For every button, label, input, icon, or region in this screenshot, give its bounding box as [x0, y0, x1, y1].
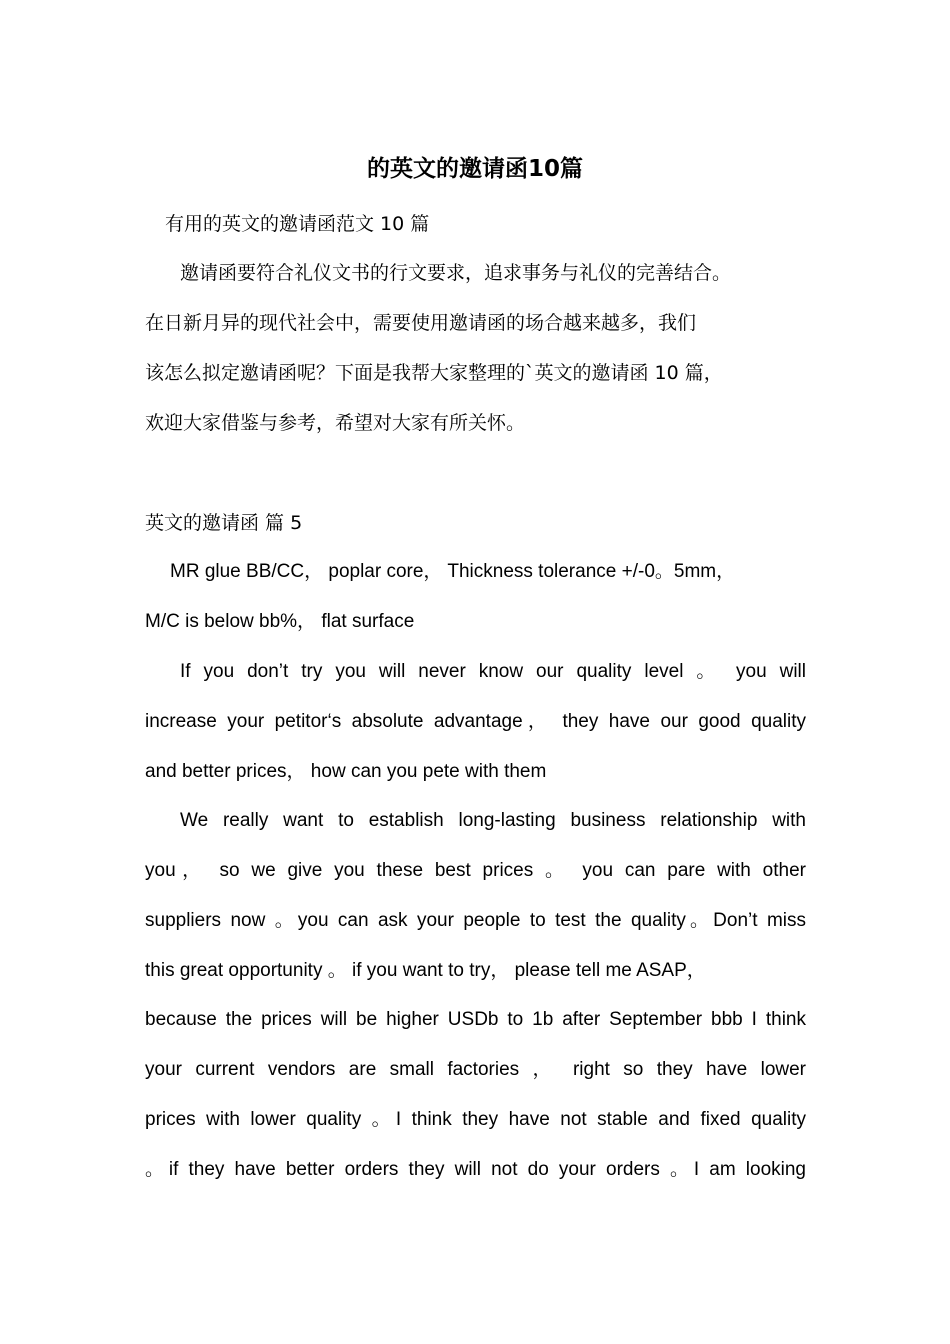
body-line: and better prices， how can you pete with them	[145, 761, 547, 782]
intro-line: 该怎么拟定邀请函呢？下面是我帮大家整理的`英文的邀请函 10 篇，	[145, 362, 723, 384]
body-line: If you don’t try you will never know our quality level 。 you will	[180, 661, 806, 682]
body-line: this great opportunity 。 if you want to try， please tell me ASAP，	[145, 960, 706, 981]
document-subtitle: 有用的英文的邀请函范文 10 篇	[165, 213, 430, 235]
intro-line: 欢迎大家借鉴与参考，希望对大家有所关怀。	[145, 412, 526, 434]
body-line: MR glue BB/CC， poplar core， Thickness tolerance +/-0。5mm，	[170, 561, 736, 582]
section-heading: 英文的邀请函 篇 5	[145, 512, 303, 534]
body-line: your current vendors are small factories ， right so they have lower	[145, 1059, 806, 1080]
document-title: 的英文的邀请函10篇	[366, 156, 583, 182]
body-line: because the prices will be higher USDb to 1b after September bbb I think	[145, 1009, 806, 1030]
body-line: increase your petitor‘s absolute advantage， they have our good quality	[145, 711, 806, 732]
body-line: M/C is below bb%， flat surface	[145, 611, 415, 632]
body-line: you， so we give you these best prices 。 you can pare with other	[145, 860, 806, 881]
intro-line: 在日新月异的现代社会中，需要使用邀请函的场合越来越多，我们	[145, 312, 697, 334]
intro-line: 邀请函要符合礼仪文书的行文要求，追求事务与礼仪的完善结合。	[180, 262, 732, 284]
body-line: 。if they have better orders they will not do your orders 。I am looking	[145, 1159, 806, 1180]
body-line: suppliers now 。you can ask your people to test the quality。Don’t miss	[145, 910, 806, 931]
body-line: prices with lower quality 。I think they have not stable and fixed quality	[145, 1109, 806, 1130]
body-line: We really want to establish long-lasting business relationship with	[180, 810, 806, 831]
